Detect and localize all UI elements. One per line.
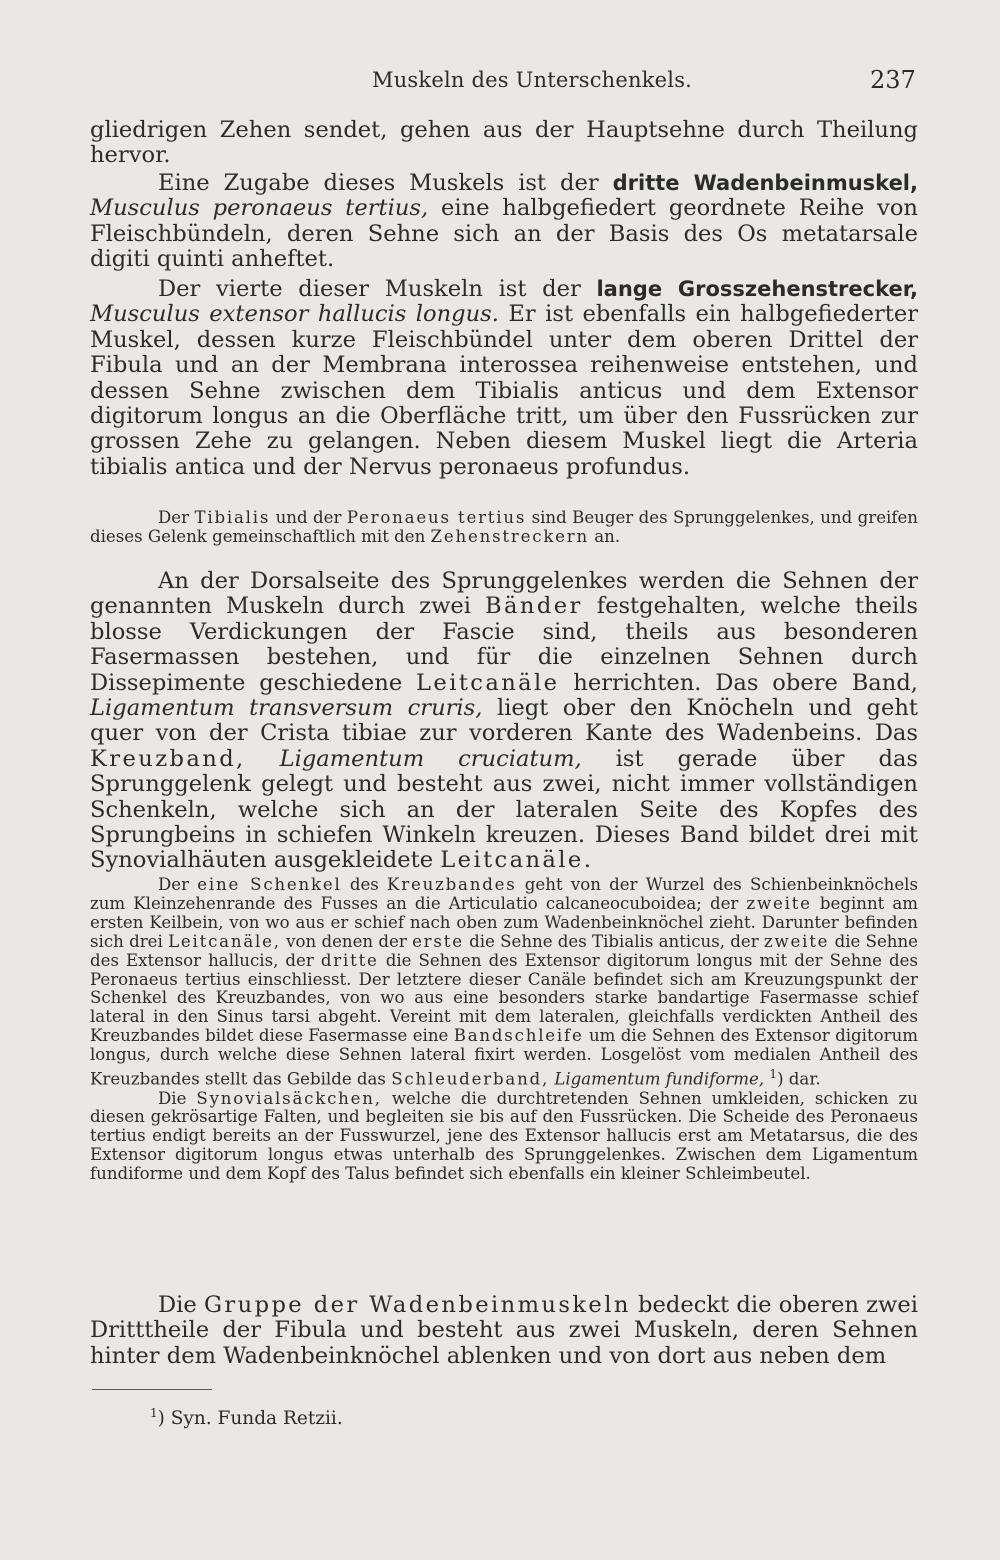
text-run: eine halbgefiedert geordnete Reihe von Fleischbündeln, deren Sehne sich an der Basis des Os metatarsale digiti quinti anheftet. xyxy=(90,195,918,273)
spaced-term: Bandschleife xyxy=(453,1026,584,1046)
small-paragraph-1 xyxy=(90,509,918,547)
latin-term: Ligamentum transversum cruris, xyxy=(90,695,483,722)
text-run: beginnt am ersten Keilbein, von wo aus er schief nach oben zum Wadenbeinknöchel zieht. Darunter befinden sich drei xyxy=(90,893,919,951)
paragraph-peronaeus-tertius xyxy=(90,171,918,273)
latin-term: Ligamentum fundiforme, xyxy=(554,1069,765,1089)
text-run: und der xyxy=(270,508,347,527)
muscle-term-bold: lange Grosszehenstrecker, xyxy=(596,277,918,301)
latin-term: Musculus extensor hallucis longus. xyxy=(90,301,499,328)
text-run: Der vierte dieser Muskeln ist der xyxy=(158,276,597,302)
text-run: um die Sehnen des Extensor digitorum longus, durch welche diese Sehnen lateral fixirt werden. Losgelöst vom medialen Antheil des Kreuzbandes stellt das Gebilde das xyxy=(90,1026,918,1089)
paragraph-peroneal-group xyxy=(90,1293,918,1369)
text-run: die Sehne des Tibialis anticus, der xyxy=(463,931,764,951)
running-head: Muskeln des Unterschenkels. xyxy=(372,68,693,92)
small-print-note-2 xyxy=(90,876,918,1184)
text-run: die Sehnen des Extensor digitorum longus mit der Sehne des Peronaeus tertius einschliesst. Der letztere dieser Canäle befindet sich am Kreuzungspunkt der Schenkel des Kreuzbandes, von wo aus eine besonders starke bandartige Fasermasse schief lateral in den Sinus tarsi abgeht. Vereint mit dem lateralen, gleichfalls verdickten Antheil des Kreuzbandes bildet diese Fasermasse eine xyxy=(90,950,918,1046)
small-paragraph-2 xyxy=(90,876,918,1090)
text-run: von denen der xyxy=(280,931,413,951)
spaced-term: Synovialsäckchen, xyxy=(196,1088,382,1108)
text-run: ) dar. xyxy=(777,1069,821,1089)
text-run: festgehalten, welche theils blosse Verdickungen der Fascie sind, theils aus besonderen Fasermassen bestehen, und für die einzelnen Sehnen durch Dissepimente geschiedene xyxy=(90,593,919,696)
text-run: herrichten. Das obere Band, xyxy=(559,669,918,696)
text-run: bedeckt die oberen zwei Dritttheile der Fibula und besteht aus zwei Muskeln, deren Sehnen hinter dem Wadenbeinknöchel ablenken und von dort aus neben dem xyxy=(90,1292,918,1369)
paragraph-4 xyxy=(90,569,918,874)
text-run: Die xyxy=(158,1088,197,1108)
paragraph-extensor-hallucis xyxy=(90,277,918,480)
text-run: liegt ober den Knöcheln und geht quer von der Crista tibiae zur vorderen Kante des Wadenbeins. Das xyxy=(90,695,918,747)
text-run: Die xyxy=(158,1292,204,1318)
spaced-term: zweite xyxy=(746,893,812,913)
footnote xyxy=(150,1406,343,1429)
latin-term: Musculus peronaeus tertius, xyxy=(90,195,429,222)
spaced-term: Kreuzbandes xyxy=(387,875,517,894)
spaced-term: Peronaeus tertius xyxy=(346,508,527,527)
paragraph-2 xyxy=(90,171,918,273)
text-run: an. xyxy=(589,526,621,546)
text-run: welche die durchtretenden Sehnen umkleiden, schicken zu diesen gekrösartige Falten, und begleiten sie bis auf den Fussrücken. Die Scheide des Peronaeus tertius endigt bereits an der Fusswurzel, jene des Extensor hallucis erst am Metatarsus, die des Extensor digitorum longus etwas unterhalb des Sprunggelenkes. Zwischen dem Ligamentum fundiforme und dem Kopf des Talus befindet sich ebenfalls ein kleiner Schleimbeutel. xyxy=(90,1088,918,1184)
text-run: Der xyxy=(158,875,198,894)
text-run: An der Dorsalseite des Sprunggelenkes werden die Sehnen der genannten Muskeln durch zwei xyxy=(90,568,918,620)
latin-term: Ligamentum cruciatum, xyxy=(279,745,582,772)
spaced-term: Bänder xyxy=(485,593,583,620)
text-run: geht von der Wurzel des Schienbeinknöchels zum Kleinzehenrande des Fusses an die Articulatio calcaneocuboidea; der xyxy=(90,875,918,913)
text-run: sind Beuger des Sprunggelenkes, und greifen dieses Gelenk gemeinschaftlich mit den xyxy=(90,508,918,546)
spaced-term: Leitcanäle. xyxy=(440,847,594,874)
paragraph-continuation xyxy=(90,118,918,169)
paragraph-5 xyxy=(90,1293,918,1369)
text-run: Eine Zugabe dieses Muskels ist der xyxy=(158,170,613,196)
spaced-term: Leitcanäle, xyxy=(168,931,281,951)
footnote-mark: 1 xyxy=(150,1406,158,1420)
muscle-term-bold: dritte Wadenbeinmuskel, xyxy=(612,171,918,195)
small-print-note-1 xyxy=(90,509,918,547)
spaced-term: Gruppe der Wadenbeinmuskeln xyxy=(203,1292,631,1318)
page-number: 237 xyxy=(870,66,916,94)
paragraph-dorsal-ligaments xyxy=(90,569,918,874)
paragraph-3 xyxy=(90,277,918,480)
spaced-term: Tibialis xyxy=(194,508,271,527)
spaced-term: erste xyxy=(412,931,464,951)
text-run: Er ist ebenfalls ein halbgefiederter Muskel, dessen kurze Fleischbündel unter dem oberen Drittel der Fibula und an der Membrana interossea reihenweise entstehen, und dessen Sehne zwischen dem Tibialis anticus und dem Extensor digitorum longus an die Oberfläche tritt, um über den Fussrücken zur grossen Zehe zu gelangen. Neben diesem Muskel liegt die Arteria tibialis antica und der Nervus peronaeus profundus. xyxy=(90,301,919,480)
paragraph-1: gliedrigen Zehen sendet, gehen aus der Hauptsehne durch Theilung hervor. xyxy=(90,117,918,169)
footnote-divider xyxy=(92,1389,212,1390)
text-run xyxy=(246,746,280,772)
spaced-term: Zehenstreckern xyxy=(430,526,590,546)
text-run: des xyxy=(341,875,388,894)
footnote-text: ) Syn. Funda Retzii. xyxy=(157,1408,343,1430)
spaced-term: eine Schenkel xyxy=(197,875,342,894)
spaced-term: Kreuzband, xyxy=(90,745,246,772)
spaced-term: Schleuderband, xyxy=(391,1069,550,1089)
spaced-term: dritte xyxy=(320,950,379,970)
spaced-term: zweite xyxy=(763,931,830,951)
spaced-term: Leitcanäle xyxy=(416,669,560,696)
footnote-reference: 1 xyxy=(769,1067,778,1082)
small-paragraph-3 xyxy=(90,1090,918,1185)
text-run: die Sehne des Extensor hallucis, der xyxy=(90,931,918,970)
text-run: ist gerade über das Sprunggelenk gelegt und besteht aus zwei, nicht immer vollständigen Schenkeln, welche sich an der lateralen Seite des Kopfes des Sprungbeins in schiefen Winkeln kreuzen. Dieses Band bildet drei mit Synovialhäuten ausgekleidete xyxy=(90,745,919,874)
text-run: Der xyxy=(158,508,195,527)
